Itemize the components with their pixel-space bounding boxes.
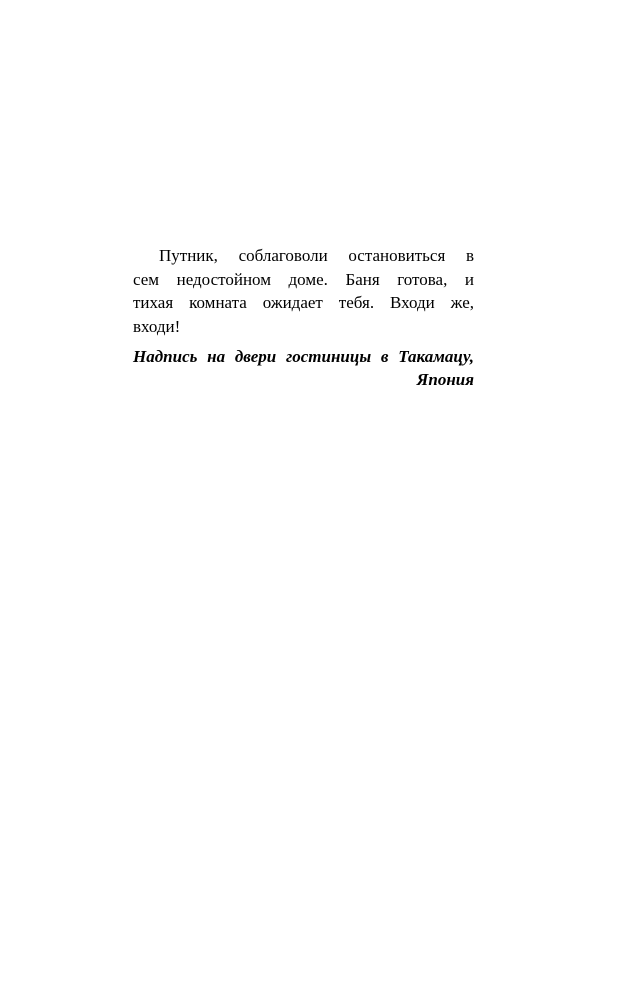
epigraph-line: тихая комната ожидает тебя. Входи же, <box>133 293 474 312</box>
epigraph <box>133 244 474 391</box>
epigraph-line: входи! <box>133 316 181 336</box>
epigraph-line: сем недостойном доме. Баня готова, и <box>133 269 474 289</box>
epigraph-attribution <box>133 345 474 391</box>
attribution-line: Надпись на двери гостиницы в Такамацу, <box>133 347 474 366</box>
epigraph-text <box>133 244 474 338</box>
attribution-line: Япония <box>416 370 474 389</box>
epigraph-line: Путник, соблаговоли остановиться в <box>159 246 474 265</box>
